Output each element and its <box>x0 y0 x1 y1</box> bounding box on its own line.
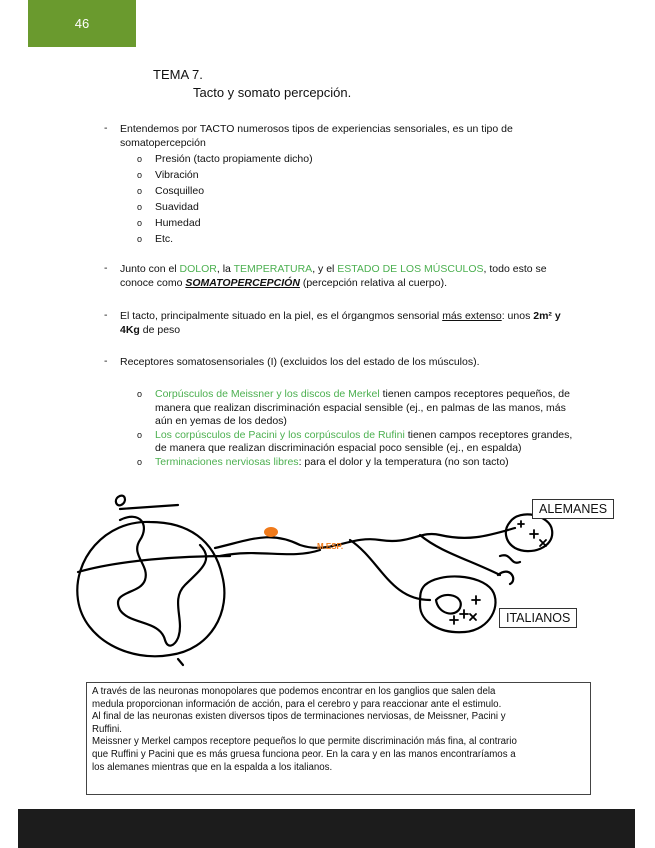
bullet-3: - <box>104 309 108 321</box>
text-run: de peso <box>139 324 181 336</box>
term-estado-musculos: ESTADO DE LOS MÚSCULOS <box>337 263 484 275</box>
list-item: o Vibración <box>137 167 313 183</box>
orange-mark <box>264 527 278 537</box>
text-run: Junto con el <box>120 263 180 275</box>
list-item: o Cosquilleo <box>137 183 313 199</box>
note-line: Al final de las neuronas existen diversos tipos de terminaciones nerviosas, de Meissner, Pacini y <box>92 711 506 723</box>
receptor-item: o Los corpúsculos de Pacini y los corpúsculos de Rufini tienen campos receptores grandes, de manera que realizan discriminación espacial poco sensible (ej., en espalda) <box>137 428 573 454</box>
term-dolor: DOLOR <box>179 263 217 275</box>
receptor-name: Terminaciones nerviosas libres <box>155 455 299 468</box>
term-temperatura: TEMPERATURA <box>233 263 313 275</box>
page-footer-bar <box>18 809 635 848</box>
receptor-list <box>137 388 577 469</box>
underlined-phrase: más extenso <box>442 310 502 322</box>
bullet-4: - <box>104 355 108 367</box>
receptor-name: Corpúsculos de Meissner y los discos de Merkel <box>155 388 380 400</box>
text-run: , y el <box>312 263 338 275</box>
receptor-desc: tienen campos receptores grandes, de manera que realizan discriminación espacial poco sensible (ej., en espalda) <box>155 428 573 454</box>
list-item: o Humedad <box>137 215 313 231</box>
annotation-mesp: M.ESP. <box>317 542 344 551</box>
receptor-desc: tienen campos receptores pequeños, de manera que realizan discriminación espacial sensible (ej., en palmas de las manos, más aún en yemas de los dedos) <box>155 388 570 427</box>
paragraph-somatopercepcion <box>120 262 580 290</box>
list-item: o Presión (tacto propiamente dicho) <box>137 151 313 167</box>
text-run: : unos <box>501 310 534 322</box>
bullet-1: - <box>104 122 108 134</box>
pacini-loop <box>420 576 496 632</box>
topic-subtitle: Tacto y somato percepción. <box>193 85 352 100</box>
paragraph-tacto-text: Entendemos por TACTO numerosos tipos de experiencias sensoriales, es un tipo de somatopercepción <box>120 123 513 149</box>
paragraph-receptores: Receptores somatosensoriales (I) (excluidos los del estado de los músculos). <box>120 356 480 368</box>
topic-heading: TEMA 7. <box>153 67 203 82</box>
receptor-item: o Terminaciones nerviosas libres: para el dolor y la temperatura (no son tacto) <box>137 455 509 468</box>
text-run: (percepción relativa al cuerpo). <box>299 277 447 289</box>
ganglion-circle <box>77 522 224 656</box>
receptor-name: Los corpúsculos de Pacini y los corpúsculos de Rufini <box>155 428 405 441</box>
text-run: El tacto, principalmente situado en la piel, es el órgangmos sensorial <box>120 310 443 322</box>
summary-note <box>86 682 591 795</box>
note-line: Ruffini. <box>92 723 122 735</box>
axon <box>215 528 515 548</box>
receptor-item: o Corpúsculos de Meissner y los discos de Merkel tienen campos receptores pequeños, de manera que realizan discriminación espacial sensible (ej., en palmas de las manos, más aún en yemas de los dedos) <box>137 388 570 427</box>
label-alemanes: ALEMANES <box>532 499 614 519</box>
text-run: , todo esto se conoce como <box>120 263 547 289</box>
label-italianos: ITALIANOS <box>499 608 577 628</box>
list-item: o Suavidad <box>137 199 313 215</box>
bullet-2: - <box>104 262 108 274</box>
list-item: o Etc. <box>137 231 313 247</box>
receptor-desc: : para el dolor y la temperatura (no son tacto) <box>298 455 509 468</box>
sensation-list <box>137 151 313 247</box>
note-line: que Ruffini y Pacini que es más gruesa funciona peor. En la cara y en las manos encontraríamos a <box>92 748 516 760</box>
note-line: Meissner y Merkel campos receptore pequeños lo que permite discriminación más fina, al contrario <box>92 736 517 748</box>
term-somatopercepcion: SOMATOPERCEPCIÓN <box>185 277 300 289</box>
text-run: , la <box>216 263 234 275</box>
note-line: los alemanes mientras que en la espalda a los italianos. <box>92 761 333 773</box>
note-line: A través de las neuronas monopolares que podemos encontrar en los ganglios que salen dela <box>92 686 496 697</box>
page-number: 46 <box>74 16 90 31</box>
page-number-badge <box>28 0 136 47</box>
inner-squiggle <box>118 517 206 646</box>
paragraph-piel <box>120 309 580 337</box>
note-line: medula proporcionan información de acción, para el cerebro y para reaccionar ante el estimulo. <box>92 698 502 710</box>
paragraph-tacto <box>120 122 580 150</box>
bold-measure: 2m² y 4Kg <box>120 310 561 336</box>
